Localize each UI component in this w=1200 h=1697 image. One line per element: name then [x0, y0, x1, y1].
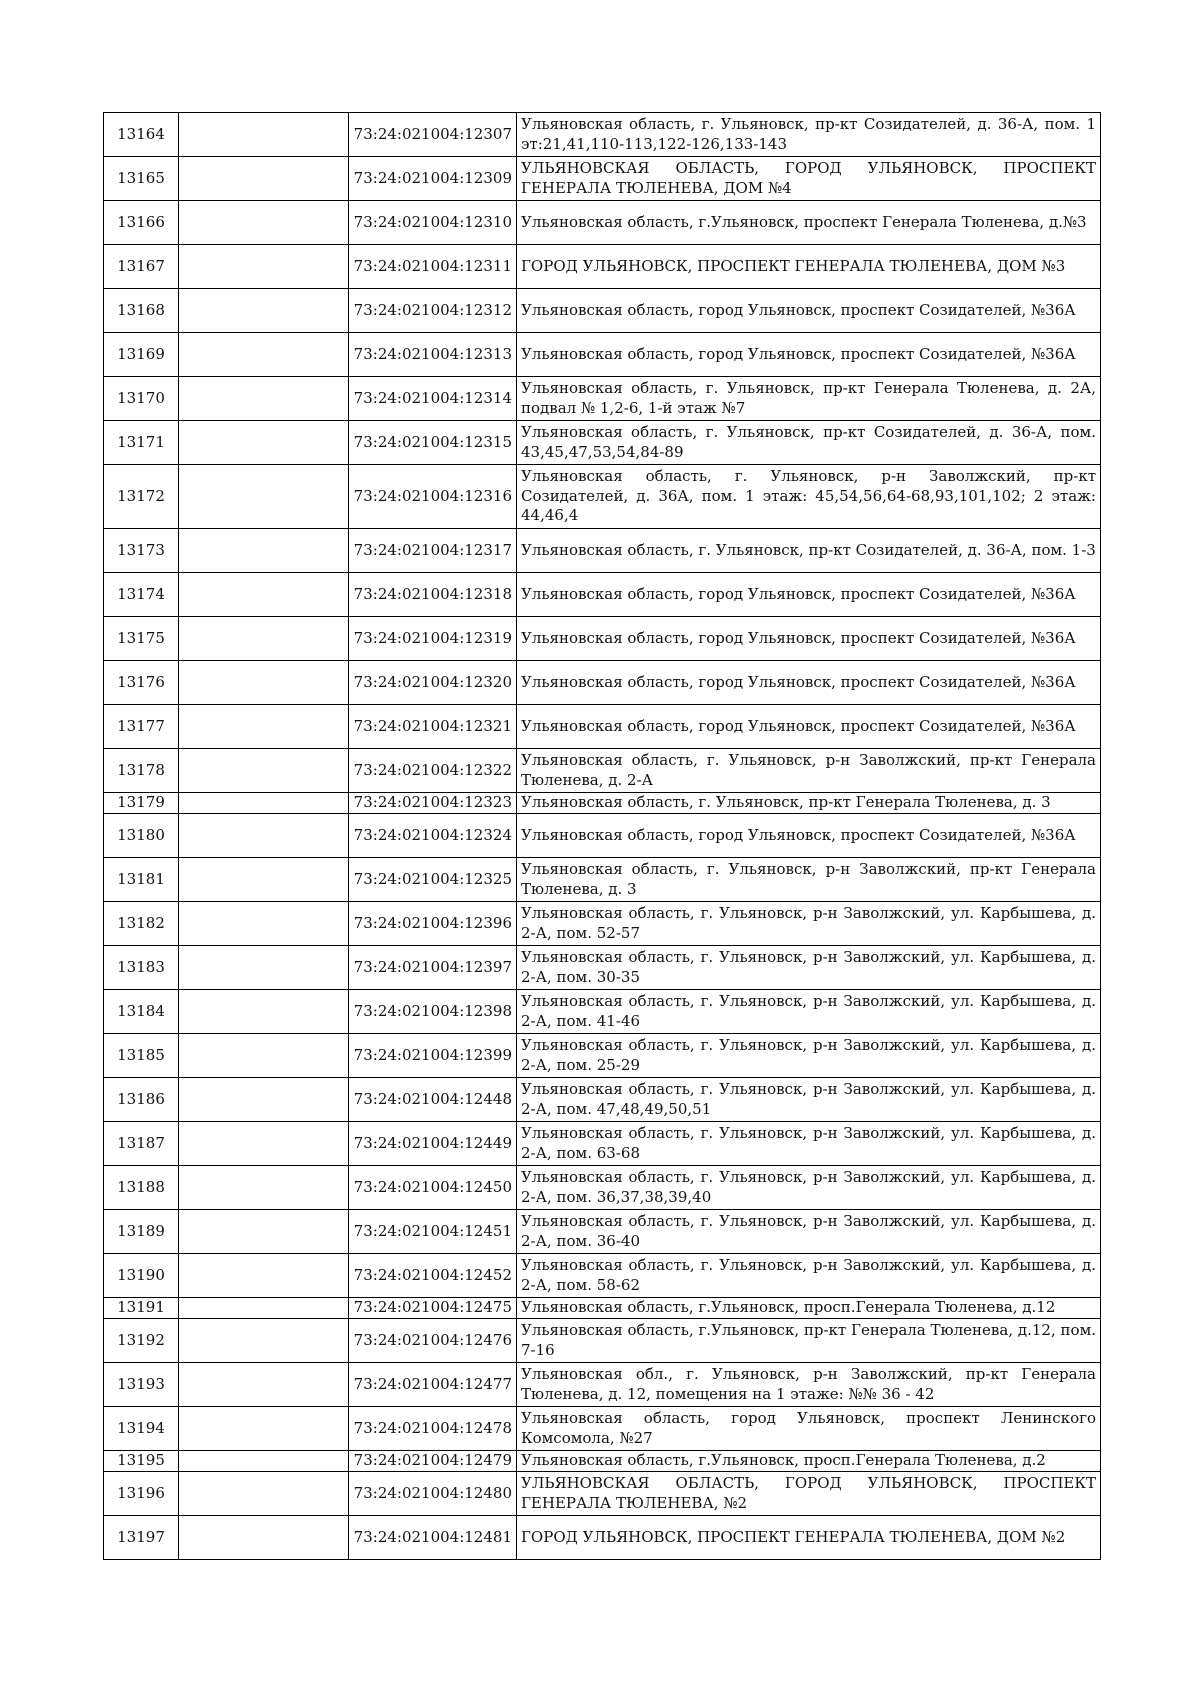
- row-number: 13167: [104, 245, 179, 289]
- cadastral-number: 73:24:021004:12399: [349, 1034, 517, 1078]
- cadastral-number: 73:24:021004:12313: [349, 333, 517, 377]
- cadastral-number: 73:24:021004:12479: [349, 1451, 517, 1472]
- row-number: 13190: [104, 1254, 179, 1298]
- row-number: 13196: [104, 1472, 179, 1516]
- table-row: [104, 1451, 1101, 1472]
- cadastral-number: 73:24:021004:12476: [349, 1319, 517, 1363]
- table-row: [104, 157, 1101, 201]
- table-row: [104, 1034, 1101, 1078]
- table-row: [104, 661, 1101, 705]
- empty-cell: [179, 465, 349, 529]
- row-number: 13178: [104, 749, 179, 793]
- table-row: [104, 1298, 1101, 1319]
- cadastral-number: 73:24:021004:12322: [349, 749, 517, 793]
- empty-cell: [179, 946, 349, 990]
- empty-cell: [179, 1516, 349, 1560]
- address-cell: Ульяновская область, г. Ульяновск, р-н Заволжский, ул. Карбышева, д. 2-А, пом. 63-68: [517, 1122, 1101, 1166]
- cadastral-number: 73:24:021004:12321: [349, 705, 517, 749]
- address-cell: Ульяновская область, г. Ульяновск, р-н Заволжский, ул. Карбышева, д. 2-А, пом. 52-57: [517, 902, 1101, 946]
- row-number: 13168: [104, 289, 179, 333]
- table-row: [104, 705, 1101, 749]
- cadastral-number: 73:24:021004:12448: [349, 1078, 517, 1122]
- row-number: 13164: [104, 113, 179, 157]
- row-number: 13169: [104, 333, 179, 377]
- address-cell: Ульяновская область, город Ульяновск, проспект Созидателей, №36А: [517, 289, 1101, 333]
- row-number: 13185: [104, 1034, 179, 1078]
- table-row: [104, 1319, 1101, 1363]
- cadastral-number: 73:24:021004:12451: [349, 1210, 517, 1254]
- address-cell: Ульяновская область, город Ульяновск, проспект Созидателей, №36А: [517, 705, 1101, 749]
- address-cell: Ульяновская область, город Ульяновск, проспект Созидателей, №36А: [517, 617, 1101, 661]
- empty-cell: [179, 705, 349, 749]
- table-row: [104, 529, 1101, 573]
- address-cell: Ульяновская область, г. Ульяновск, р-н Заволжский, ул. Карбышева, д. 2-А, пом. 41-46: [517, 990, 1101, 1034]
- table-row: [104, 749, 1101, 793]
- cadastral-number: 73:24:021004:12449: [349, 1122, 517, 1166]
- empty-cell: [179, 573, 349, 617]
- table-row: [104, 245, 1101, 289]
- table-row: [104, 793, 1101, 814]
- cadastral-number: 73:24:021004:12477: [349, 1363, 517, 1407]
- empty-cell: [179, 201, 349, 245]
- cadastral-number: 73:24:021004:12310: [349, 201, 517, 245]
- address-cell: Ульяновская область, город Ульяновск, проспект Ленинского Комсомола, №27: [517, 1407, 1101, 1451]
- row-number: 13197: [104, 1516, 179, 1560]
- table-row: [104, 333, 1101, 377]
- cadastral-number: 73:24:021004:12312: [349, 289, 517, 333]
- address-cell: УЛЬЯНОВСКАЯ ОБЛАСТЬ, ГОРОД УЛЬЯНОВСК, ПРОСПЕКТ ГЕНЕРАЛА ТЮЛЕНЕВА, №2: [517, 1472, 1101, 1516]
- address-cell: Ульяновская область, г.Ульяновск, просп.Генерала Тюленева, д.12: [517, 1298, 1101, 1319]
- table-row: [104, 814, 1101, 858]
- address-cell: Ульяновская область, город Ульяновск, проспект Созидателей, №36А: [517, 333, 1101, 377]
- address-cell: Ульяновская область, г. Ульяновск, р-н Заволжский, пр-кт Генерала Тюленева, д. 3: [517, 858, 1101, 902]
- address-cell: Ульяновская область, город Ульяновск, проспект Созидателей, №36А: [517, 814, 1101, 858]
- table-row: [104, 1210, 1101, 1254]
- address-cell: Ульяновская область, город Ульяновск, проспект Созидателей, №36А: [517, 661, 1101, 705]
- table-row: [104, 201, 1101, 245]
- address-cell: ГОРОД УЛЬЯНОВСК, ПРОСПЕКТ ГЕНЕРАЛА ТЮЛЕНЕВА, ДОМ №2: [517, 1516, 1101, 1560]
- row-number: 13177: [104, 705, 179, 749]
- cadastral-number: 73:24:021004:12325: [349, 858, 517, 902]
- row-number: 13188: [104, 1166, 179, 1210]
- table-row: [104, 858, 1101, 902]
- table-row: [104, 573, 1101, 617]
- table-row: [104, 617, 1101, 661]
- address-cell: Ульяновская область, г. Ульяновск, р-н Заволжский, ул. Карбышева, д. 2-А, пом. 58-62: [517, 1254, 1101, 1298]
- table-row: [104, 1363, 1101, 1407]
- cadastral-number: 73:24:021004:12450: [349, 1166, 517, 1210]
- address-cell: Ульяновская область, г. Ульяновск, р-н Заволжский, ул. Карбышева, д. 2-А, пом. 36-40: [517, 1210, 1101, 1254]
- row-number: 13189: [104, 1210, 179, 1254]
- empty-cell: [179, 1254, 349, 1298]
- row-number: 13186: [104, 1078, 179, 1122]
- table-row: [104, 421, 1101, 465]
- empty-cell: [179, 289, 349, 333]
- table-row: [104, 113, 1101, 157]
- table-row: [104, 1122, 1101, 1166]
- registry-table: [103, 112, 1101, 1560]
- row-number: 13191: [104, 1298, 179, 1319]
- cadastral-number: 73:24:021004:12307: [349, 113, 517, 157]
- address-cell: Ульяновская область, г. Ульяновск, пр-кт Созидателей, д. 36-А, пом. 1-3: [517, 529, 1101, 573]
- address-cell: Ульяновская область, г. Ульяновск, р-н Заволжский, ул. Карбышева, д. 2-А, пом. 36,37,38,39,40: [517, 1166, 1101, 1210]
- row-number: 13175: [104, 617, 179, 661]
- empty-cell: [179, 1210, 349, 1254]
- cadastral-number: 73:24:021004:12309: [349, 157, 517, 201]
- cadastral-number: 73:24:021004:12318: [349, 573, 517, 617]
- empty-cell: [179, 661, 349, 705]
- row-number: 13193: [104, 1363, 179, 1407]
- table-row: [104, 1516, 1101, 1560]
- cadastral-number: 73:24:021004:12323: [349, 793, 517, 814]
- cadastral-number: 73:24:021004:12478: [349, 1407, 517, 1451]
- address-cell: Ульяновская область, г. Ульяновск, р-н Заволжский, пр-кт Созидателей, д. 36А, пом. 1 этаж: 45,54,56,64-68,93,101,102; 2 этаж: 44,46,4: [517, 465, 1101, 529]
- address-cell: Ульяновская область, г.Ульяновск, просп.Генерала Тюленева, д.2: [517, 1451, 1101, 1472]
- address-cell: Ульяновская область, г. Ульяновск, р-н Заволжский, ул. Карбышева, д. 2-А, пом. 30-35: [517, 946, 1101, 990]
- cadastral-number: 73:24:021004:12398: [349, 990, 517, 1034]
- empty-cell: [179, 1078, 349, 1122]
- address-cell: УЛЬЯНОВСКАЯ ОБЛАСТЬ, ГОРОД УЛЬЯНОВСК, ПРОСПЕКТ ГЕНЕРАЛА ТЮЛЕНЕВА, ДОМ №4: [517, 157, 1101, 201]
- empty-cell: [179, 333, 349, 377]
- row-number: 13192: [104, 1319, 179, 1363]
- row-number: 13176: [104, 661, 179, 705]
- address-cell: Ульяновская область, г. Ульяновск, р-н Заволжский, пр-кт Генерала Тюленева, д. 2-А: [517, 749, 1101, 793]
- table-row: [104, 1166, 1101, 1210]
- empty-cell: [179, 1451, 349, 1472]
- table-row: [104, 465, 1101, 529]
- row-number: 13174: [104, 573, 179, 617]
- row-number: 13195: [104, 1451, 179, 1472]
- cadastral-number: 73:24:021004:12320: [349, 661, 517, 705]
- address-cell: Ульяновская область, г. Ульяновск, пр-кт Генерала Тюленева, д. 3: [517, 793, 1101, 814]
- row-number: 13194: [104, 1407, 179, 1451]
- row-number: 13170: [104, 377, 179, 421]
- empty-cell: [179, 1122, 349, 1166]
- row-number: 13180: [104, 814, 179, 858]
- row-number: 13165: [104, 157, 179, 201]
- address-cell: Ульяновская область, г. Ульяновск, пр-кт Созидателей, д. 36-А, пом. 1 эт:21,41,110-113,122-126,133-143: [517, 113, 1101, 157]
- table-row: [104, 1407, 1101, 1451]
- empty-cell: [179, 1363, 349, 1407]
- address-cell: Ульяновская область, г. Ульяновск, р-н Заволжский, ул. Карбышева, д. 2-А, пом. 47,48,49,50,51: [517, 1078, 1101, 1122]
- row-number: 13182: [104, 902, 179, 946]
- address-cell: Ульяновская область, г.Ульяновск, проспект Генерала Тюленева, д.№3: [517, 201, 1101, 245]
- empty-cell: [179, 749, 349, 793]
- address-cell: Ульяновская обл., г. Ульяновск, р-н Заволжский, пр-кт Генерала Тюленева, д. 12, помещения на 1 этаже: №№ 36 - 42: [517, 1363, 1101, 1407]
- empty-cell: [179, 902, 349, 946]
- row-number: 13183: [104, 946, 179, 990]
- table-row: [104, 990, 1101, 1034]
- empty-cell: [179, 421, 349, 465]
- row-number: 13187: [104, 1122, 179, 1166]
- empty-cell: [179, 1407, 349, 1451]
- empty-cell: [179, 157, 349, 201]
- empty-cell: [179, 1319, 349, 1363]
- cadastral-number: 73:24:021004:12317: [349, 529, 517, 573]
- row-number: 13179: [104, 793, 179, 814]
- cadastral-number: 73:24:021004:12315: [349, 421, 517, 465]
- empty-cell: [179, 529, 349, 573]
- empty-cell: [179, 990, 349, 1034]
- empty-cell: [179, 377, 349, 421]
- empty-cell: [179, 1298, 349, 1319]
- cadastral-number: 73:24:021004:12475: [349, 1298, 517, 1319]
- row-number: 13184: [104, 990, 179, 1034]
- table-row: [104, 377, 1101, 421]
- empty-cell: [179, 1472, 349, 1516]
- empty-cell: [179, 113, 349, 157]
- cadastral-number: 73:24:021004:12396: [349, 902, 517, 946]
- cadastral-number: 73:24:021004:12319: [349, 617, 517, 661]
- cadastral-number: 73:24:021004:12324: [349, 814, 517, 858]
- empty-cell: [179, 1034, 349, 1078]
- row-number: 13173: [104, 529, 179, 573]
- table-row: [104, 289, 1101, 333]
- cadastral-number: 73:24:021004:12452: [349, 1254, 517, 1298]
- address-cell: Ульяновская область, г. Ульяновск, р-н Заволжский, ул. Карбышева, д. 2-А, пом. 25-29: [517, 1034, 1101, 1078]
- cadastral-number: 73:24:021004:12316: [349, 465, 517, 529]
- empty-cell: [179, 245, 349, 289]
- empty-cell: [179, 617, 349, 661]
- table-row: [104, 902, 1101, 946]
- row-number: 13172: [104, 465, 179, 529]
- address-cell: Ульяновская область, город Ульяновск, проспект Созидателей, №36А: [517, 573, 1101, 617]
- address-cell: Ульяновская область, г.Ульяновск, пр-кт Генерала Тюленева, д.12, пом. 7-16: [517, 1319, 1101, 1363]
- cadastral-number: 73:24:021004:12481: [349, 1516, 517, 1560]
- cadastral-number: 73:24:021004:12314: [349, 377, 517, 421]
- row-number: 13181: [104, 858, 179, 902]
- address-cell: Ульяновская область, г. Ульяновск, пр-кт Генерала Тюленева, д. 2А, подвал № 1,2-6, 1-й этаж №7: [517, 377, 1101, 421]
- address-cell: ГОРОД УЛЬЯНОВСК, ПРОСПЕКТ ГЕНЕРАЛА ТЮЛЕНЕВА, ДОМ №3: [517, 245, 1101, 289]
- empty-cell: [179, 814, 349, 858]
- address-cell: Ульяновская область, г. Ульяновск, пр-кт Созидателей, д. 36-А, пом. 43,45,47,53,54,84-89: [517, 421, 1101, 465]
- empty-cell: [179, 793, 349, 814]
- cadastral-number: 73:24:021004:12311: [349, 245, 517, 289]
- empty-cell: [179, 858, 349, 902]
- table-row: [104, 1078, 1101, 1122]
- table-row: [104, 946, 1101, 990]
- table-row: [104, 1254, 1101, 1298]
- cadastral-number: 73:24:021004:12397: [349, 946, 517, 990]
- row-number: 13171: [104, 421, 179, 465]
- table-row: [104, 1472, 1101, 1516]
- cadastral-number: 73:24:021004:12480: [349, 1472, 517, 1516]
- row-number: 13166: [104, 201, 179, 245]
- empty-cell: [179, 1166, 349, 1210]
- registry-table-body: [104, 113, 1101, 1560]
